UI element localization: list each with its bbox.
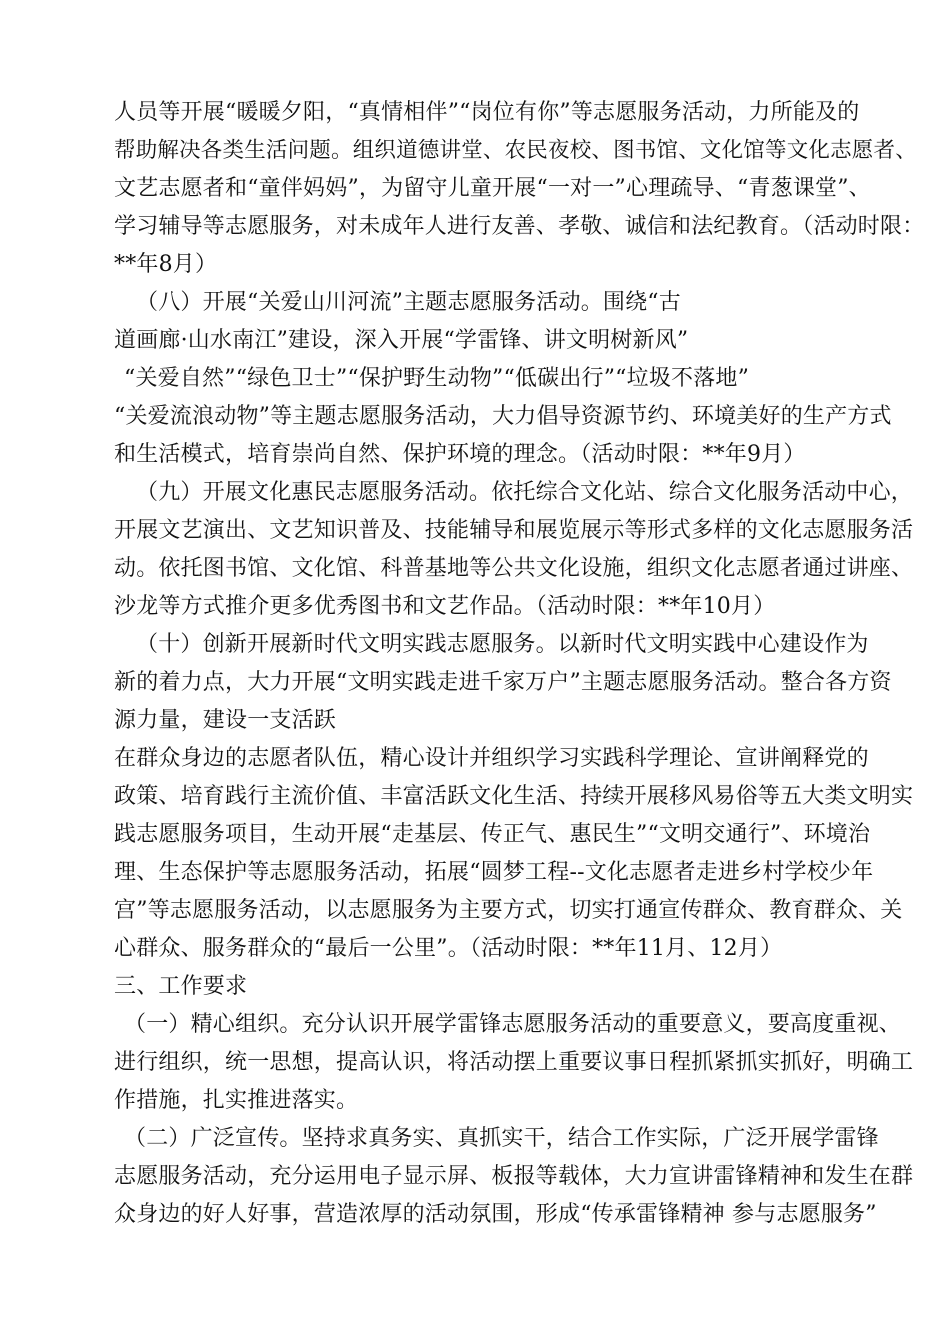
text-line: 沙龙等方式推介更多优秀图书和文艺作品。（活动时限：**年10月） [114, 594, 776, 619]
text-line: 开展文艺演出、文艺知识普及、技能辅导和展览展示等形式多样的文化志愿服务活 [114, 518, 914, 543]
text-line: 在群众身边的志愿者队伍，精心设计并组织学习实践科学理论、宣讲阐释党的 [114, 746, 869, 771]
text-line: 进行组织，统一思想，提高认识，将活动摆上重要议事日程抓紧抓实抓好，明确工 [114, 1050, 914, 1075]
text-line: 和生活模式，培育崇尚自然、保护环境的理念。（活动时限：**年9月） [114, 442, 806, 467]
text-line: （二）广泛宣传。坚持求真务实、真抓实干，结合工作实际，广泛开展学雷锋 [124, 1126, 879, 1151]
text-line: （九）开展文化惠民志愿服务活动。依托综合文化站、综合文化服务活动中心， [136, 480, 914, 505]
text-line: 众身边的好人好事，营造浓厚的活动氛围，形成“传承雷锋精神 参与志愿服务” [114, 1202, 877, 1227]
text-line: 政策、培育践行主流价值、丰富活跃文化生活、持续开展移风易俗等五大类文明实 [114, 784, 914, 809]
text-line: “关爱自然”“绿色卫士”“保护野生动物”“低碳出行”“垃圾不落地” [124, 366, 750, 391]
text-line: **年8月） [114, 252, 218, 277]
section-heading: 三、工作要求 [114, 974, 248, 999]
text-line: 践志愿服务项目，生动开展“走基层、传正气、惠民生”“文明交通行”、环境治 [114, 822, 871, 847]
text-line: （八）开展“关爱山川河流”主题志愿服务活动。围绕“古 [136, 290, 681, 315]
text-line: “关爱流浪动物”等主题志愿服务活动，大力倡导资源节约、环境美好的生产方式 [114, 404, 892, 429]
text-line: 学习辅导等志愿服务，对未成年人进行友善、孝敬、诚信和法纪教育。（活动时限： [114, 214, 925, 239]
text-line: 作措施，扎实推进落实。 [114, 1088, 359, 1113]
text-line: （一）精心组织。充分认识开展学雷锋志愿服务活动的重要意义，要高度重视、 [124, 1012, 902, 1037]
text-line: 文艺志愿者和“童伴妈妈”，为留守儿童开展“一对一”心理疏导、“青葱课堂”、 [114, 176, 871, 201]
text-line: 人员等开展“暖暖夕阳，“真情相伴”“岗位有你”等志愿服务活动，力所能及的 [114, 100, 860, 125]
text-line: 理、生态保护等志愿服务活动，拓展“圆梦工程--文化志愿者走进乡村学校少年 [114, 860, 874, 885]
text-line: 志愿服务活动，充分运用电子显示屏、板报等载体，大力宣讲雷锋精神和发生在群 [114, 1164, 914, 1189]
text-line: 帮助解决各类生活问题。组织道德讲堂、农民夜校、图书馆、文化馆等文化志愿者、 [114, 138, 917, 163]
text-line: 心群众、服务群众的“最后一公里”。（活动时限：**年11月、12月） [114, 936, 783, 961]
text-line: 宫”等志愿服务活动，以志愿服务为主要方式，切实打通宣传群众、教育群众、关 [114, 898, 903, 923]
text-line: 源力量，建设一支活跃 [114, 708, 337, 733]
text-line: 动。依托图书馆、文化馆、科普基地等公共文化设施，组织文化志愿者通过讲座、 [114, 556, 914, 581]
text-line: 新的着力点，大力开展“文明实践走进千家万户”主题志愿服务活动。整合各方资 [114, 670, 892, 695]
text-line: （十）创新开展新时代文明实践志愿服务。以新时代文明实践中心建设作为 [136, 632, 869, 657]
text-line: 道画廊·山水南江”建设，深入开展“学雷锋、讲文明树新风” [114, 328, 689, 353]
